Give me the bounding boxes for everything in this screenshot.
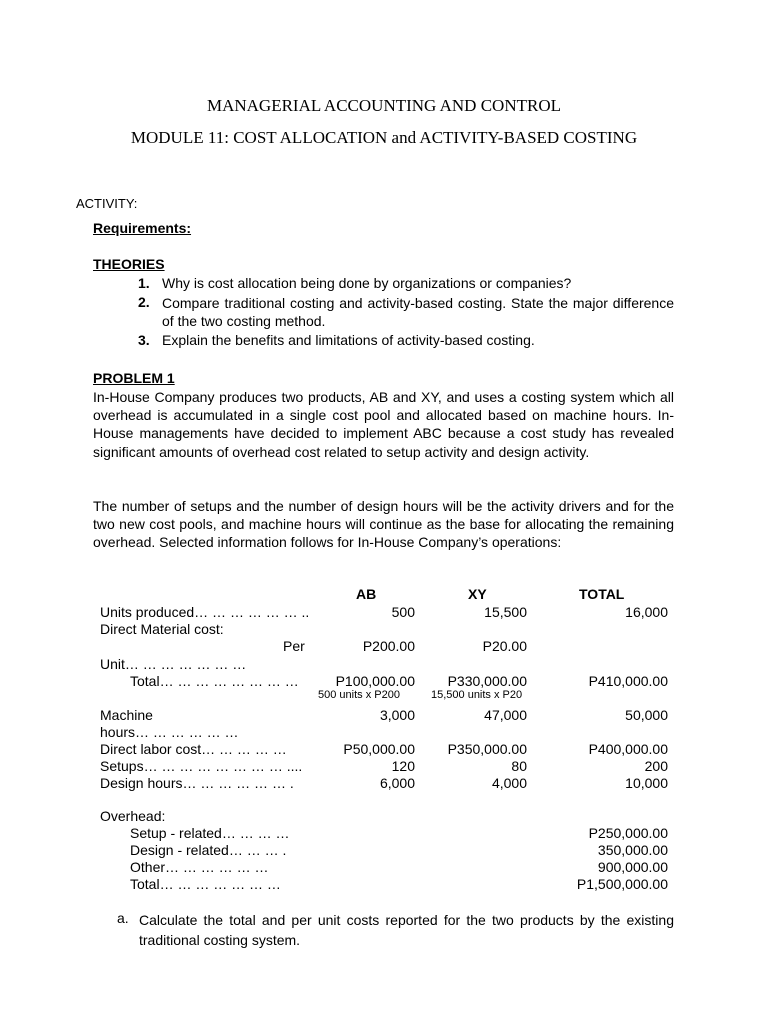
cell-value: P100,000.00 (335, 673, 415, 689)
question-letter: a. (117, 910, 129, 926)
theory-question: Compare traditional costing and activity-based costing. State the major difference of the two costing method. (162, 295, 674, 330)
cell-value: 3,000 (379, 707, 415, 723)
column-header-xy: XY (468, 586, 487, 602)
cell-value: 10,000 (625, 775, 668, 791)
cell-value: P350,000.00 (447, 741, 527, 757)
row-label: Unit… … … … … … … (100, 656, 247, 672)
row-label: Direct Material cost: (100, 621, 224, 637)
question-text: Calculate the total and per unit costs reported for the two products by the existing traditional costing system. (139, 912, 674, 948)
theory-question: Why is cost allocation being done by organizations or companies? (162, 275, 572, 291)
problem-paragraph: The number of setups and the number of design hours will be the activity drivers and for the two new cost pools, and machine hours will continue as the base for allocating the remaining overhead. Selected information follows for In-House Company’s operations: (93, 498, 674, 551)
module-title: MODULE 11: COST ALLOCATION and ACTIVITY-BASED COSTING (130, 128, 638, 147)
theory-number: 1. (138, 275, 150, 291)
row-label: Other… … … … … … (130, 859, 269, 875)
column-header-total: TOTAL (579, 586, 625, 602)
theory-number: 3. (138, 332, 150, 348)
theories-heading: THEORIES (93, 256, 165, 272)
row-label: Direct labor cost… … … … … (100, 741, 287, 757)
calculation-note: 15,500 units x P20 (431, 689, 523, 701)
cell-value: 15,500 (484, 604, 527, 620)
column-header-ab: AB (356, 586, 377, 602)
cell-value: P20.00 (482, 638, 527, 654)
document-title: MANAGERIAL ACCOUNTING AND CONTROL (206, 96, 561, 115)
row-label: Machine (100, 707, 153, 723)
cell-value: 50,000 (625, 707, 668, 723)
theory-question: Explain the benefits and limitations of activity-based costing. (162, 332, 535, 348)
cell-value: 200 (644, 758, 668, 774)
cell-value: P410,000.00 (588, 673, 668, 689)
row-label: Total… … … … … … … (130, 876, 281, 892)
row-label: Design hours… … … … … … . (100, 775, 294, 791)
cell-value: P1,500,000.00 (576, 876, 668, 892)
row-label: hours… … … … … … (100, 724, 239, 740)
cell-value: P400,000.00 (588, 741, 668, 757)
cell-value: P330,000.00 (447, 673, 527, 689)
cell-value: 500 (391, 604, 415, 620)
calculation-note: 500 units x P200 (318, 689, 400, 701)
problem-paragraph: In-House Company produces two products, AB and XY, and uses a costing system which all overhead is accumulated in a single cost pool and allocated based on machine hours. In-House managements have decided to implement ABC because a cost study has revealed significant amounts of overhead cost related to setup activity and design activity. (93, 389, 674, 460)
cell-value: 16,000 (625, 604, 668, 620)
row-label: Setups… … … … … … … … .... (100, 758, 303, 774)
row-label: Per (283, 638, 305, 654)
cell-value: 350,000.00 (597, 842, 668, 858)
cell-value: P50,000.00 (343, 741, 415, 757)
cell-value: 6,000 (379, 775, 415, 791)
cell-value: P200.00 (362, 638, 415, 654)
cell-value: P250,000.00 (588, 825, 668, 841)
cell-value: 120 (391, 758, 415, 774)
cell-value: 4,000 (491, 775, 527, 791)
cell-value: 900,000.00 (597, 859, 668, 875)
row-label: Total… … … … … … … … (130, 673, 299, 689)
cell-value: 47,000 (484, 707, 527, 723)
requirements-heading: Requirements: (93, 220, 192, 236)
overhead-label: Overhead: (100, 808, 166, 824)
cell-value: 80 (511, 758, 527, 774)
row-label: Design - related… … … . (130, 842, 287, 858)
problem-heading: PROBLEM 1 (93, 370, 175, 386)
row-label: Units produced… … … … … … .. (100, 604, 310, 620)
row-label: Setup - related… … … … (130, 825, 290, 841)
activity-label: ACTIVITY: (76, 196, 138, 211)
theory-number: 2. (138, 294, 150, 310)
